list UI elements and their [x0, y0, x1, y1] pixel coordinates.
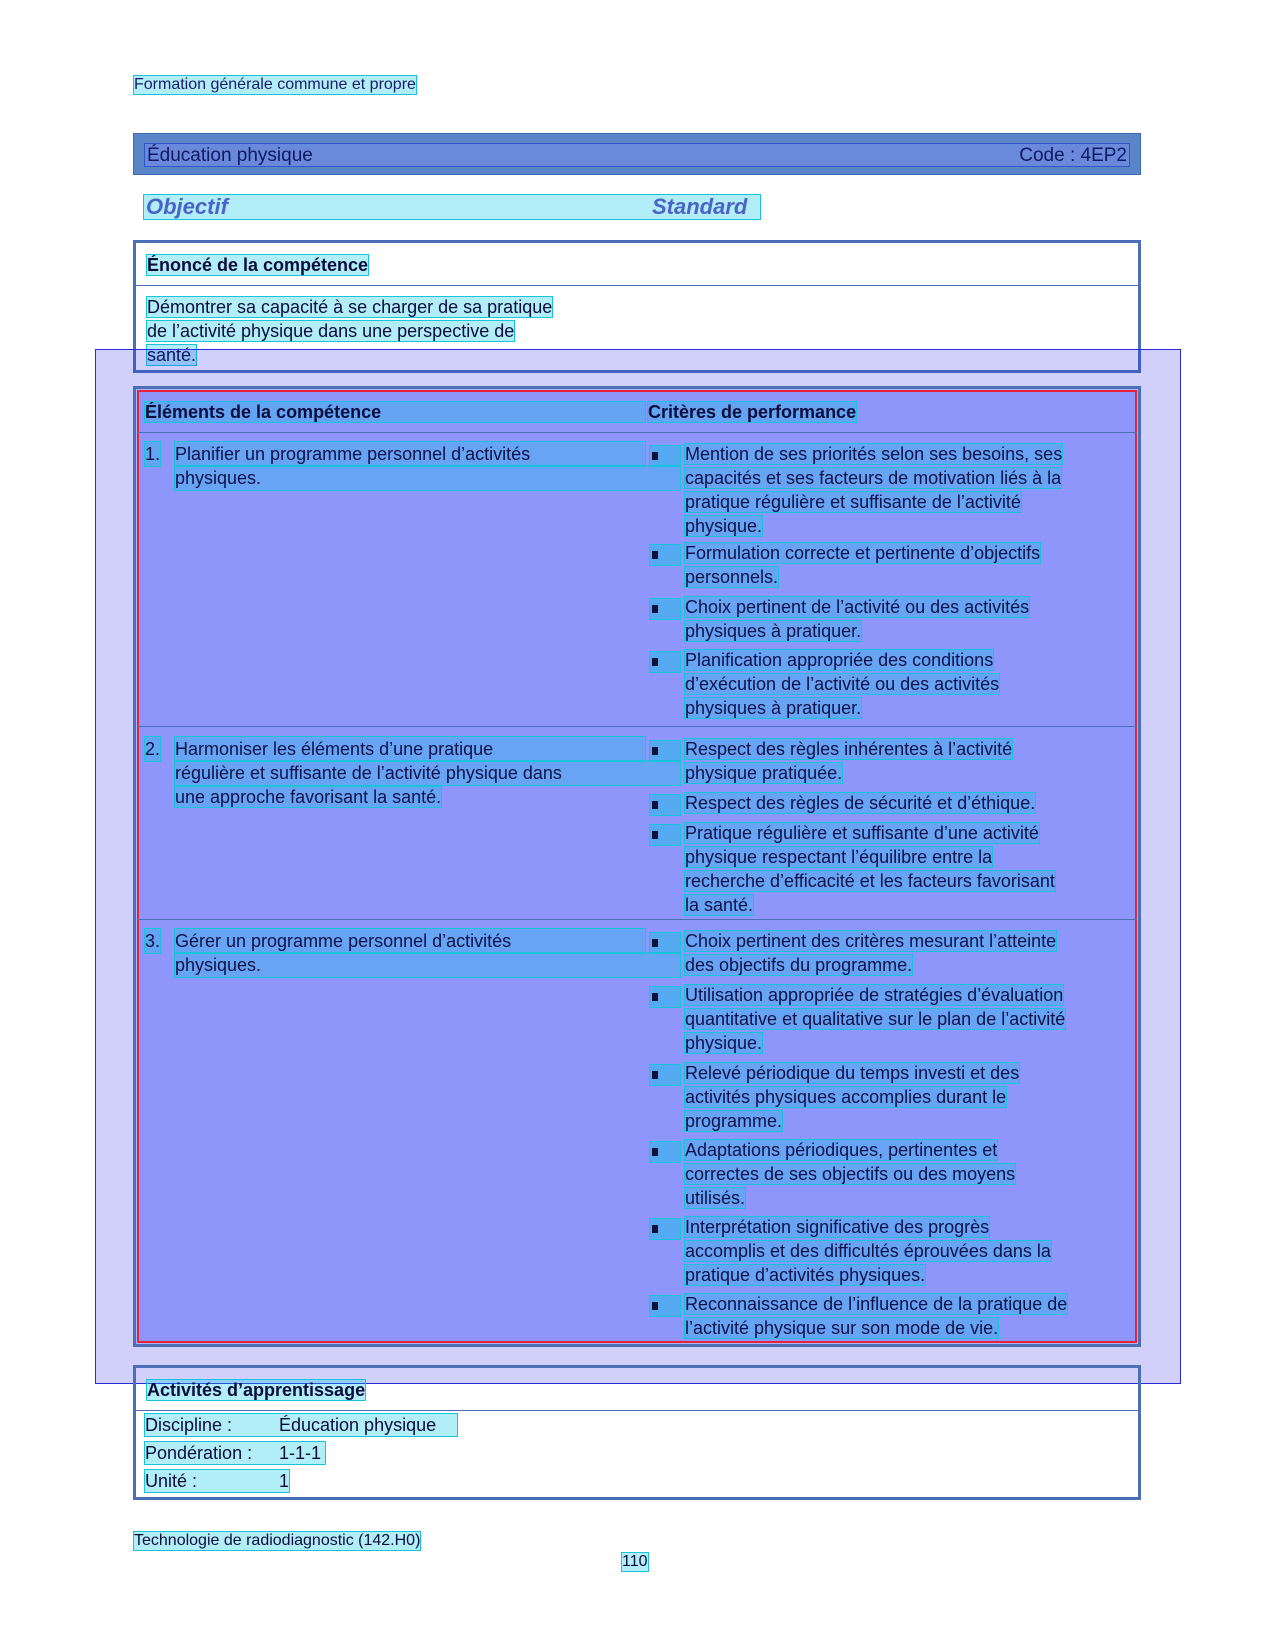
bullet-icon: [650, 987, 680, 1007]
discipline-label: Discipline :: [145, 1415, 233, 1435]
bullet-icon: [650, 1065, 680, 1085]
unite-value: 1: [279, 1471, 290, 1491]
enonce-heading: Énoncé de la compétence: [147, 255, 369, 275]
unite-row: [145, 1470, 289, 1492]
row-divider: [137, 919, 1137, 920]
col-header-elements: Éléments de la compétence: [145, 402, 645, 422]
page-number: 110: [622, 1553, 648, 1570]
course-title: Éducation physique: [147, 145, 313, 166]
ponderation-label: Pondération :: [145, 1443, 253, 1463]
activites-heading: Activités d’apprentissage: [147, 1380, 366, 1400]
bullet-icon: [650, 825, 680, 845]
discipline-row: [145, 1414, 457, 1436]
critere-item: Reconnaissance de l’influence de la pratique de l’activité physique sur son mode de vie.: [685, 1294, 1068, 1338]
bullet-icon: [650, 1142, 680, 1162]
col-header-criteres: Critères de performance: [648, 402, 857, 422]
element-number: 1.: [145, 444, 161, 464]
enonce-line: santé.: [147, 345, 197, 365]
bullet-icon: [650, 1219, 680, 1239]
element-number: 2.: [145, 739, 161, 759]
ponderation-row: [145, 1442, 325, 1464]
header-divider: [137, 432, 1137, 433]
critere-item: Respect des règles inhérentes à l’activité physique pratiquée.: [685, 739, 1013, 783]
course-banner-inner: [144, 143, 1130, 167]
critere-item: Pratique régulière et suffisante d’une activité physique respectant l’équilibre entre la recherche d’efficacité et les facteurs favorisant la santé.: [685, 823, 1055, 915]
unite-label: Unité :: [145, 1471, 198, 1491]
enonce-line: de l’activité physique dans une perspective de: [147, 321, 515, 341]
critere-item: Interprétation significative des progrès accomplis et des difficultés éprouvées dans la pratique d’activités physiques.: [685, 1217, 1051, 1285]
objectif-label: Objectif: [146, 194, 228, 219]
course-code: Code : 4EP2: [1019, 145, 1127, 166]
element-text: Harmoniser les éléments d’une pratique régulière et suffisante de l’activité physique dans une approche favorisant la santé.: [175, 737, 680, 809]
critere-item: Adaptations périodiques, pertinentes et correctes de ses objectifs ou des moyens utilisés.: [685, 1140, 1016, 1208]
critere-item: Formulation correcte et pertinente d’objectifs personnels.: [685, 543, 1041, 587]
critere-item: Planification appropriée des conditions d’exécution de l’activité ou des activités physiques à pratiquer.: [685, 650, 1000, 718]
critere-item: Respect des règles de sécurité et d’éthique.: [685, 793, 1036, 813]
ponderation-value: 1-1-1: [279, 1443, 322, 1463]
discipline-value: Éducation physique: [279, 1415, 437, 1435]
activites-header: [136, 1368, 1138, 1411]
element-text: Planifier un programme personnel d’activités physiques.: [175, 442, 680, 490]
document-section-header: Formation générale commune et propre: [134, 76, 416, 93]
element-text: Gérer un programme personnel d’activités physiques.: [175, 929, 680, 977]
enonce-line: Démontrer sa capacité à se charger de sa pratique: [147, 297, 553, 317]
bullet-icon: [650, 1296, 680, 1316]
row-divider: [137, 726, 1137, 727]
standard-label: Standard: [652, 194, 748, 219]
bullet-icon: [650, 652, 680, 672]
enonce-header: [136, 243, 1138, 286]
critere-item: Choix pertinent des critères mesurant l’atteinte des objectifs du programme.: [685, 931, 1057, 975]
bullet-icon: [650, 446, 680, 466]
critere-item: Relevé périodique du temps investi et des activités physiques accomplies durant le programme.: [685, 1063, 1020, 1131]
critere-item: Utilisation appropriée de stratégies d’évaluation quantitative et qualitative sur le plan de l’activité physique.: [685, 985, 1066, 1053]
bullet-icon: [650, 599, 680, 619]
footer-program: Technologie de radiodiagnostic (142.H0): [134, 1532, 421, 1549]
course-banner: [133, 133, 1141, 175]
bullet-icon: [650, 795, 680, 815]
critere-item: Choix pertinent de l’activité ou des activités physiques à pratiquer.: [685, 597, 1030, 641]
bullet-icon: [650, 933, 680, 953]
element-number: 3.: [145, 931, 161, 951]
bullet-icon: [650, 741, 680, 761]
critere-item: Mention de ses priorités selon ses besoins, ses capacités et ses facteurs de motivation liés à la pratique régulière et suffisante de l’activité physique.: [685, 444, 1063, 536]
objective-standard-row: [144, 195, 760, 219]
bullet-icon: [650, 545, 680, 565]
